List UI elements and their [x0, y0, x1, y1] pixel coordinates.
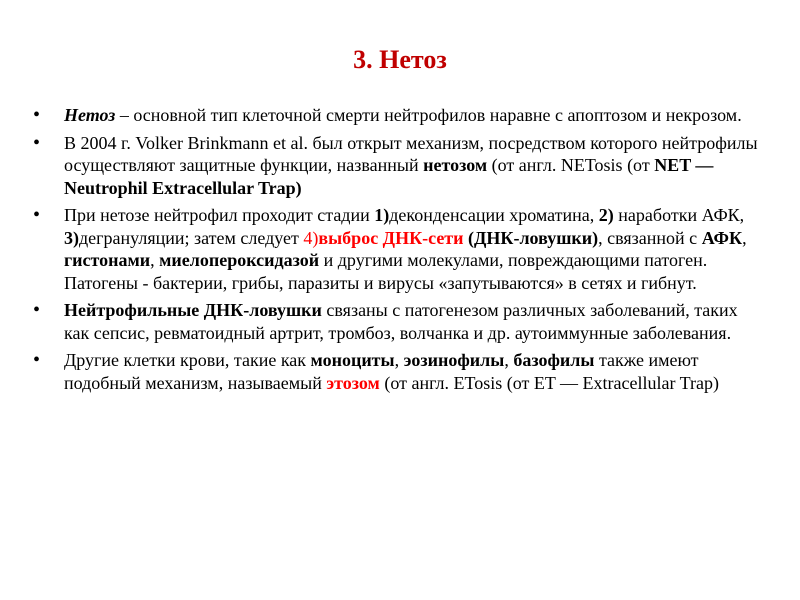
text-run: дегрануляции; затем следует [79, 227, 304, 248]
text-run: , [504, 350, 514, 370]
bullet-item [60, 299, 760, 344]
text-run: деконденсации хроматина, [389, 205, 599, 225]
text-run: NET — Neutrophil Extracellular Trap) [64, 155, 714, 198]
text-run: (от англ. ETosis (от ET — Extracellular Trap) [379, 372, 720, 393]
bullet-list [60, 104, 760, 399]
bullet-item [60, 349, 760, 394]
text-run: , связанной с [598, 227, 702, 248]
text-run: 4) [303, 227, 319, 248]
text-run: выброс ДНК-сети [318, 227, 464, 248]
bullet-item [60, 104, 760, 127]
slide-title: 3. Нетоз [353, 45, 447, 74]
bullet-item [60, 204, 760, 294]
text-run: эозинофилы [403, 350, 505, 370]
text-run: , [742, 227, 747, 248]
text-run: В 2004 г. Volker Brinkmann et al. был открыт механизм, посредством которого нейтрофилы осуществляют защитные функции, названный [64, 132, 758, 175]
text-run: АФК [701, 227, 743, 248]
text-run: Нетоз [64, 105, 116, 125]
text-run: – основной тип клеточной смерти нейтрофилов наравне с апоптозом и некрозом. [115, 105, 742, 125]
text-run: 2) [598, 205, 614, 225]
text-run: нетозом [423, 155, 488, 175]
text-run: связаны с патогенезом различных заболеваний, таких как сепсис, ревматоидный артрит, тромбоз, волчанка и др. аутоиммунные заболевания. [64, 300, 738, 343]
text-run: моноциты [310, 350, 395, 370]
text-run: Другие клетки крови, такие как [64, 350, 311, 370]
text-run: миелопероксидазой [159, 250, 320, 270]
text-run: При нетозе нейтрофил проходит стадии [64, 205, 375, 225]
text-run: 3) [64, 227, 79, 248]
text-run: , [150, 250, 160, 270]
text-run: (ДНК-ловушки) [468, 227, 599, 248]
text-run: (от англ. NETosis (от [487, 155, 655, 175]
text-run: , [394, 350, 404, 370]
text-run: наработки АФК, [613, 205, 745, 225]
text-run: этозом [326, 372, 380, 393]
text-run: Нейтрофильные ДНК-ловушки [64, 300, 322, 320]
text-run: 1) [374, 205, 390, 225]
text-run: гистонами [64, 250, 151, 270]
bullet-item [60, 132, 760, 200]
text-run: и другими молекулами, повреждающими патоген. Патогены - бактерии, грибы, паразиты и вирусы «запутываются» в сетях и гибнут. [64, 250, 708, 293]
text-run: также имеют подобный механизм, называемый [64, 350, 699, 393]
text-run: базофилы [513, 350, 595, 370]
